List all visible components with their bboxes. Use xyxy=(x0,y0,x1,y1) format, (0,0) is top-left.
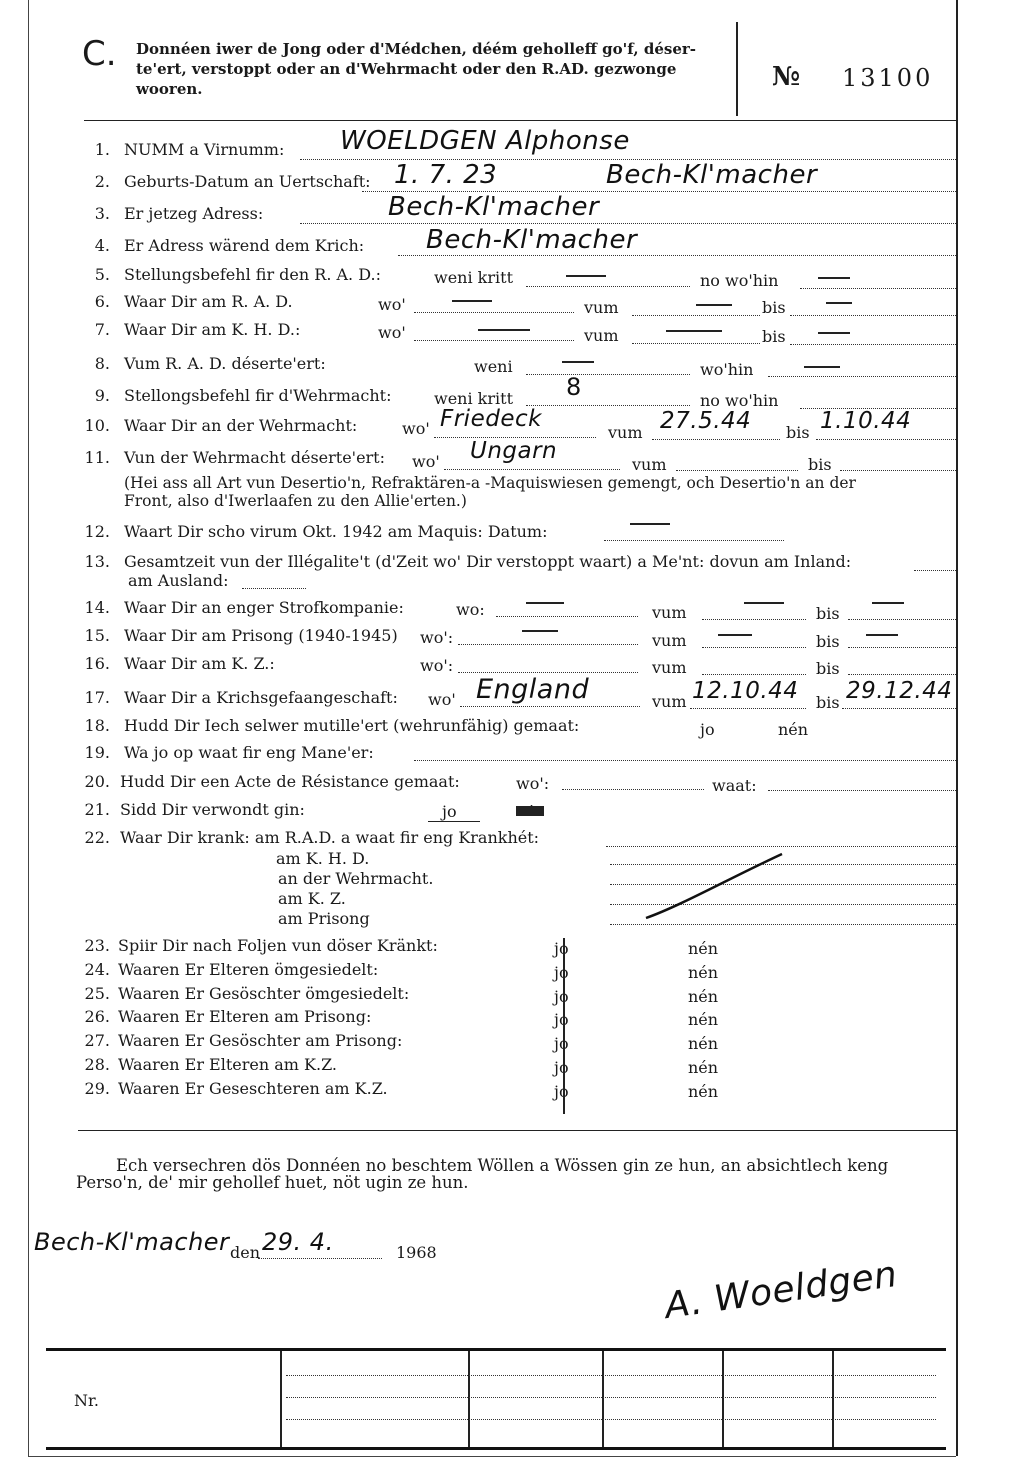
field-5-when-dash xyxy=(566,275,606,277)
question-26-label: Waaren Er Elteren am Prisong: xyxy=(118,1007,372,1026)
field-11-where-line xyxy=(444,469,620,470)
field-14-label: Waar Dir an enger Strofkompanie: xyxy=(124,598,404,617)
field-9-number: 9. xyxy=(94,386,110,405)
field-7-to-line xyxy=(790,344,956,345)
field-5-where-label: no wo'hin xyxy=(700,271,779,290)
field-12-line xyxy=(604,540,784,541)
question-25-no: nén xyxy=(688,987,719,1006)
declaration-rule xyxy=(78,1130,956,1131)
field-5-label: Stellungsbefehl fir den R. A. D.: xyxy=(124,265,381,284)
field-15-from-dash xyxy=(718,634,752,636)
question-27-number: 27. xyxy=(84,1031,110,1050)
field-7-from-line xyxy=(632,343,760,344)
field-19-number: 19. xyxy=(84,743,110,762)
field-4-line xyxy=(398,255,956,256)
question-25-number: 25. xyxy=(84,984,110,1003)
field-19-label: Wa jo op waat fir eng Mane'er: xyxy=(124,743,374,762)
question-23-no: nén xyxy=(688,939,719,958)
field-6-from-dash xyxy=(696,304,732,306)
field-22-sub-1: am K. H. D. xyxy=(276,849,370,868)
field-10-label: Waar Dir an der Wehrmacht: xyxy=(124,416,358,435)
field-8-where-label: wo'hin xyxy=(700,360,754,379)
signature-den-label: den xyxy=(230,1243,261,1262)
field-11-to-label: bis xyxy=(808,455,832,474)
field-6-where-dash xyxy=(452,300,492,302)
field-18-label: Hudd Dir Iech selwer mutille'ert (wehrunfähig) gemaat: xyxy=(124,716,580,735)
field-2-date: 1. 7. 23 xyxy=(394,160,498,190)
field-9-label: Stellongsbefehl fir d'Wehrmacht: xyxy=(124,386,392,405)
field-20-number: 20. xyxy=(84,772,110,791)
field-12-label: Waart Dir scho virum Okt. 1942 am Maquis: Datum: xyxy=(124,522,548,541)
field-10-where-label: wo' xyxy=(402,419,430,438)
field-8-when-label: weni xyxy=(474,357,513,376)
header-title-line1: Donnéen iwer de Jong oder d'Médchen, déém geholleff go'f, déser- xyxy=(136,40,696,58)
field-10-where: Friedeck xyxy=(440,406,542,432)
field-9-where-label: no wo'hin xyxy=(700,391,779,410)
field-2-number: 2. xyxy=(94,172,110,191)
question-26-no: nén xyxy=(688,1010,719,1029)
field-7-from-dash xyxy=(666,330,722,332)
field-5-when-line xyxy=(526,286,690,287)
field-8-when-line xyxy=(526,374,690,375)
field-9-when-label: weni kritt xyxy=(434,389,513,408)
field-2-label: Geburts-Datum an Uertschaft: xyxy=(124,172,371,191)
field-4-label: Er Adress wärend dem Krich: xyxy=(124,236,365,255)
field-7-label: Waar Dir am K. H. D.: xyxy=(124,320,301,339)
field-4-value: Bech-Kl'macher xyxy=(426,225,638,255)
field-13-label: Gesamtzeit vun der Illégalite't (d'Zeit wo' Dir verstoppt waart) a Me'nt: dovun am Inland: xyxy=(124,552,852,571)
field-5-where-line xyxy=(800,288,956,289)
field-17-where: England xyxy=(476,674,590,705)
signature-year: 1968 xyxy=(396,1243,437,1262)
field-20-label: Hudd Dir een Acte de Résistance gemaat: xyxy=(120,772,460,791)
field-11-number: 11. xyxy=(84,448,110,467)
field-8-where-dash xyxy=(804,366,840,368)
field-8-when-dash xyxy=(562,361,594,363)
field-14-to-label: bis xyxy=(816,604,840,623)
field-13-number: 13. xyxy=(84,552,110,571)
field-8-where-line xyxy=(768,376,956,377)
field-1-number: 1. xyxy=(94,140,110,159)
field-11-where: Ungarn xyxy=(470,438,558,464)
field-15-to-line xyxy=(848,647,956,648)
field-22-number: 22. xyxy=(84,828,110,847)
footer-dotline-1 xyxy=(286,1375,936,1376)
question-29-label: Waaren Er Geseschteren am K.Z. xyxy=(118,1079,388,1098)
form-number: 13100 xyxy=(842,64,934,92)
field-17-from-line xyxy=(690,708,806,709)
field-16-to-line xyxy=(848,674,956,675)
field-9-mark: 8 xyxy=(566,373,582,401)
field-10-from-line xyxy=(652,439,780,440)
field-16-where-label: wo': xyxy=(420,656,454,675)
field-16-to-label: bis xyxy=(816,659,840,678)
header-title-line2: te'ert, verstoppt oder an d'Wehrmacht oder den R.AD. gezwonge xyxy=(136,60,677,78)
field-1-value: WOELDGEN Alphonse xyxy=(340,126,630,156)
field-5-number: 5. xyxy=(94,265,110,284)
field-7-from-label: vum xyxy=(584,326,619,345)
question-28-no: nén xyxy=(688,1058,719,1077)
field-17-where-label: wo' xyxy=(428,690,456,709)
field-17-to-label: bis xyxy=(816,693,840,712)
field-15-to-label: bis xyxy=(816,632,840,651)
field-22-line-4 xyxy=(610,924,956,925)
field-17-label: Waar Dir a Krichsgefaangeschaft: xyxy=(124,688,398,707)
field-17-from-label: vum xyxy=(652,692,687,711)
field-3-number: 3. xyxy=(94,204,110,223)
number-symbol: № xyxy=(772,62,801,92)
field-10-from-label: vum xyxy=(608,423,643,442)
field-14-from-label: vum xyxy=(652,603,687,622)
field-19-line xyxy=(414,760,956,761)
header-title-line3: wooren. xyxy=(136,80,203,98)
field-16-number: 16. xyxy=(84,654,110,673)
field-6-from-line xyxy=(632,315,760,316)
field-1-label: NUMM a Virnumm: xyxy=(124,140,285,159)
field-14-where-line xyxy=(496,616,638,617)
field-21-label: Sidd Dir verwondt gin: xyxy=(120,800,305,819)
question-24-number: 24. xyxy=(84,960,110,979)
question-23-number: 23. xyxy=(84,936,110,955)
page-bottom-border xyxy=(28,1456,956,1457)
field-22-line-0 xyxy=(606,846,956,847)
footer-dotline-2 xyxy=(286,1397,936,1398)
declaration-line1: Ech versechren dös Donnéen no beschtem Wöllen a Wössen gin ze hun, an absichtlech keng xyxy=(116,1156,889,1175)
field-11-from-label: vum xyxy=(632,455,667,474)
question-26-number: 26. xyxy=(84,1007,110,1026)
question-29-yes: jo xyxy=(554,1082,569,1101)
field-21-yes-underline xyxy=(428,821,480,822)
question-25-label: Waaren Er Gesöschter ömgesiedelt: xyxy=(118,984,410,1003)
field-14-number: 14. xyxy=(84,598,110,617)
declaration-line2: Perso'n, de' mir gehollef huet, nöt ugin ze hun. xyxy=(76,1173,469,1192)
field-22-strike-stroke xyxy=(640,848,790,924)
question-29-no: nén xyxy=(688,1082,719,1101)
field-15-where-dash xyxy=(522,630,558,632)
field-16-from-line xyxy=(702,674,806,675)
section-letter: C. xyxy=(82,34,117,74)
field-3-label: Er jetzeg Adress: xyxy=(124,204,264,223)
question-27-no: nén xyxy=(688,1034,719,1053)
field-13-abroad-label: am Ausland: xyxy=(128,571,229,590)
footer-col-4 xyxy=(722,1351,724,1447)
question-24-no: nén xyxy=(688,963,719,982)
field-10-to-label: bis xyxy=(786,423,810,442)
field-2-place: Bech-Kl'macher xyxy=(606,160,818,190)
field-3-value: Bech-Kl'macher xyxy=(388,192,600,222)
question-27-yes: jo xyxy=(554,1034,569,1053)
field-17-to-line xyxy=(842,708,956,709)
field-11-from-line xyxy=(676,470,798,471)
field-17-number: 17. xyxy=(84,688,110,707)
footer-col-1 xyxy=(280,1351,282,1447)
field-5-where-dash xyxy=(818,277,850,279)
field-6-to-dash xyxy=(826,302,852,304)
footer-dotline-3 xyxy=(286,1419,936,1420)
question-26-yes: jo xyxy=(554,1010,569,1029)
field-10-from: 27.5.44 xyxy=(660,408,752,434)
field-14-to-dash xyxy=(872,602,904,604)
signature-date-line xyxy=(258,1258,382,1259)
field-6-to-line xyxy=(790,315,956,316)
field-16-from-label: vum xyxy=(652,658,687,677)
footer-col-3 xyxy=(602,1351,604,1447)
field-14-from-dash xyxy=(744,602,784,604)
signature: A. Woeldgen xyxy=(662,1253,900,1328)
field-10-number: 10. xyxy=(84,416,110,435)
field-11-label: Vun der Wehrmacht déserte'ert: xyxy=(124,448,385,467)
field-7-number: 7. xyxy=(94,320,110,339)
field-4-number: 4. xyxy=(94,236,110,255)
field-7-to-dash xyxy=(818,332,850,334)
signature-place: Bech-Kl'macher xyxy=(34,1228,230,1256)
field-11-note-line2: Front, also d'Iwerlaafen zu den Allie'erten.) xyxy=(124,492,467,510)
footer-nr-label: Nr. xyxy=(74,1391,99,1410)
field-6-from-label: vum xyxy=(584,298,619,317)
field-12-dash xyxy=(630,523,670,525)
field-16-where-line xyxy=(458,672,638,673)
question-25-yes: jo xyxy=(554,987,569,1006)
field-20-where-line xyxy=(562,789,704,790)
field-22-sub-4: am Prisong xyxy=(278,909,370,928)
field-11-note-line1: (Hei ass all Art vun Desertio'n, Refraktären-a -Maquiswiesen gemengt, och Desertio'n an der xyxy=(124,474,856,492)
page-right-border xyxy=(956,0,958,1456)
footer-col-2 xyxy=(468,1351,470,1447)
field-14-where-dash xyxy=(526,602,564,604)
field-10-to: 1.10.44 xyxy=(820,408,912,434)
footer-table xyxy=(46,1348,946,1450)
field-15-where-label: wo': xyxy=(420,628,454,647)
field-22-sub-3: am K. Z. xyxy=(278,889,346,908)
field-7-to-label: bis xyxy=(762,327,786,346)
question-28-number: 28. xyxy=(84,1055,110,1074)
field-18-yes: jo xyxy=(700,720,715,739)
field-6-to-label: bis xyxy=(762,298,786,317)
field-15-from-line xyxy=(702,647,806,648)
field-13-inland-line xyxy=(914,570,956,571)
field-6-where-label: wo' xyxy=(378,295,406,314)
field-21-number: 21. xyxy=(84,800,110,819)
field-17-where-line xyxy=(460,706,640,707)
question-23-label: Spiir Dir nach Foljen vun döser Kränkt: xyxy=(118,936,438,955)
field-17-from: 12.10.44 xyxy=(692,678,799,704)
footer-col-5 xyxy=(832,1351,834,1447)
field-17-to: 29.12.44 xyxy=(846,678,953,704)
field-22-sub-2: an der Wehrmacht. xyxy=(278,869,434,888)
field-15-to-dash xyxy=(866,634,898,636)
field-18-number: 18. xyxy=(84,716,110,735)
question-23-yes: jo xyxy=(554,939,569,958)
field-14-from-line xyxy=(702,619,806,620)
field-11-where-label: wo' xyxy=(412,452,440,471)
question-28-yes: jo xyxy=(554,1058,569,1077)
field-6-number: 6. xyxy=(94,292,110,311)
field-3-line xyxy=(300,223,956,224)
field-8-label: Vum R. A. D. déserte'ert: xyxy=(124,354,326,373)
field-16-label: Waar Dir am K. Z.: xyxy=(124,654,275,673)
field-14-to-line xyxy=(848,619,956,620)
field-7-where-dash xyxy=(478,329,530,331)
field-12-number: 12. xyxy=(84,522,110,541)
field-20-what-label: waat: xyxy=(712,776,757,795)
field-15-where-line xyxy=(458,644,638,645)
yes-column-strike xyxy=(563,938,565,1114)
field-22-label: Waar Dir krank: am R.A.D. a waat fir eng Krankhét: xyxy=(120,828,540,847)
field-15-from-label: vum xyxy=(652,631,687,650)
field-6-where-line xyxy=(414,312,574,313)
field-14-where-label: wo: xyxy=(456,600,485,619)
field-21-yes: jo xyxy=(442,802,457,821)
field-6-label: Waar Dir am R. A. D. xyxy=(124,292,293,311)
field-7-where-line xyxy=(414,340,574,341)
header-rule xyxy=(84,120,956,121)
field-21-no-strikeout xyxy=(516,806,544,816)
question-24-yes: jo xyxy=(554,963,569,982)
field-10-to-line xyxy=(816,439,956,440)
field-20-where-label: wo': xyxy=(516,774,550,793)
field-13-abroad-line xyxy=(242,588,306,589)
question-29-number: 29. xyxy=(84,1079,110,1098)
field-15-number: 15. xyxy=(84,626,110,645)
question-27-label: Waaren Er Gesöschter am Prisong: xyxy=(118,1031,403,1050)
field-20-what-line xyxy=(768,790,956,791)
field-7-where-label: wo' xyxy=(378,323,406,342)
field-5-when-label: weni kritt xyxy=(434,268,513,287)
question-28-label: Waaren Er Elteren am K.Z. xyxy=(118,1055,338,1074)
field-15-label: Waar Dir am Prisong (1940-1945) xyxy=(124,626,398,645)
field-18-no: nén xyxy=(778,720,809,739)
field-11-to-line xyxy=(840,470,956,471)
page-left-border xyxy=(28,0,29,1456)
field-8-number: 8. xyxy=(94,354,110,373)
question-24-label: Waaren Er Elteren ömgesiedelt: xyxy=(118,960,379,979)
signature-date: 29. 4. xyxy=(262,1228,334,1256)
header-divider xyxy=(736,22,738,116)
field-9-when-line xyxy=(526,405,690,406)
